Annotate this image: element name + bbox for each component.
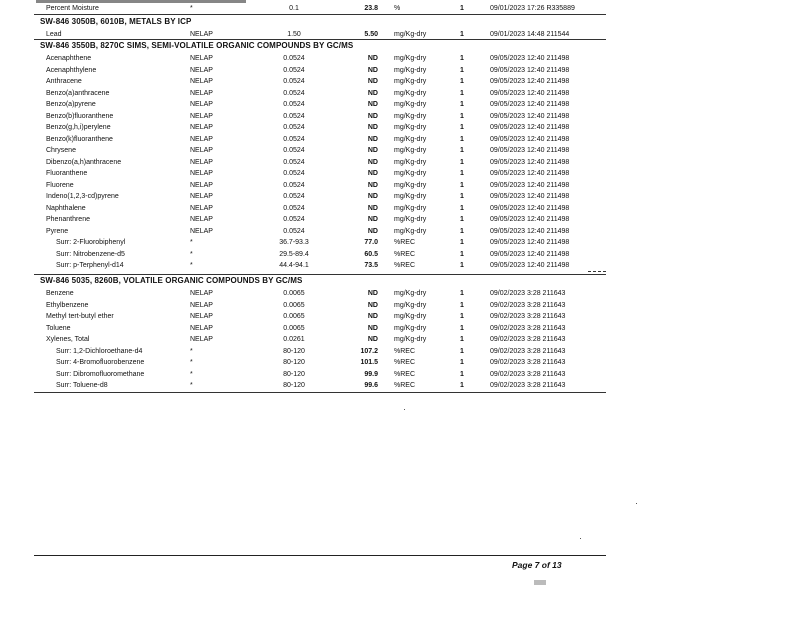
cell-dil: 1 (460, 239, 464, 246)
cell-dil: 1 (460, 371, 464, 378)
cell-date: 09/05/2023 12:40 211498 (490, 262, 570, 269)
scan-speck (636, 503, 637, 504)
cell-name: Toluene (46, 325, 71, 332)
cell-date: 09/05/2023 12:40 211498 (490, 159, 570, 166)
cell-dil: 1 (460, 382, 464, 389)
cell-result: ND (367, 228, 378, 235)
cell-date: 09/02/2023 3:28 211643 (490, 302, 566, 309)
cell-name: Benzo(g,h,i)perylene (46, 124, 111, 131)
cell-cert: NELAP (190, 90, 213, 97)
cell-unit: mg/Kg-dry (394, 182, 427, 189)
cell-dil: 1 (460, 124, 464, 131)
cell-dil: 1 (460, 147, 464, 154)
table-row (36, 53, 606, 64)
cell-name: Fluorene (46, 182, 74, 189)
table-row (36, 122, 606, 133)
cell-rl: 36.7-93.3 (279, 239, 309, 246)
section-header: SW-846 5035, 8260B, VOLATILE ORGANIC COMPOUNDS BY GC/MS (40, 276, 303, 285)
cell-date: 09/05/2023 12:40 211498 (490, 182, 570, 189)
cell-cert: NELAP (190, 205, 213, 212)
cell-result: ND (367, 78, 378, 85)
cell-cert: NELAP (190, 302, 213, 309)
cell-cert: * (190, 359, 193, 366)
cell-cert: NELAP (190, 159, 213, 166)
cell-unit: mg/Kg-dry (394, 55, 427, 62)
cell-date: 09/01/2023 17:26 R335889 (490, 5, 575, 12)
cell-cert: * (190, 348, 193, 355)
cell-date: 09/05/2023 12:40 211498 (490, 101, 570, 108)
cell-date: 09/05/2023 12:40 211498 (490, 67, 570, 74)
cell-unit: %REC (394, 262, 416, 269)
cell-unit: mg/Kg-dry (394, 90, 427, 97)
cell-name: Benzo(b)fluoranthene (46, 113, 114, 120)
cell-name: Xylenes, Total (46, 336, 90, 343)
cell-cert: NELAP (190, 216, 213, 223)
cell-name: Anthracene (46, 78, 82, 85)
cell-rl: 0.0065 (283, 325, 305, 332)
cell-unit: mg/Kg-dry (394, 193, 427, 200)
cell-date: 09/02/2023 3:28 211643 (490, 290, 566, 297)
cell-cert: NELAP (190, 124, 213, 131)
cell-rl: 0.0524 (283, 113, 305, 120)
cell-date: 09/02/2023 3:28 211643 (490, 313, 566, 320)
cell-date: 09/05/2023 12:40 211498 (490, 147, 570, 154)
cell-rl: 0.1 (289, 5, 299, 12)
cell-rl: 0.0524 (283, 78, 305, 85)
cell-name: Lead (46, 31, 62, 38)
cell-name: Methyl tert-butyl ether (46, 313, 114, 320)
cell-rl: 0.0065 (283, 290, 305, 297)
cell-cert: NELAP (190, 67, 213, 74)
footer-divider (34, 555, 606, 556)
cell-name: Surr: 1,2-Dichloroethane-d4 (56, 348, 143, 355)
cell-unit: mg/Kg-dry (394, 67, 427, 74)
cell-unit: % (394, 5, 401, 12)
cell-rl: 80-120 (283, 348, 305, 355)
cell-result: 73.5 (364, 262, 378, 269)
cell-unit: %REC (394, 251, 416, 258)
cell-unit: mg/Kg-dry (394, 170, 427, 177)
cell-dil: 1 (460, 90, 464, 97)
cell-unit: mg/Kg-dry (394, 216, 427, 223)
cell-cert: NELAP (190, 136, 213, 143)
cell-result: ND (367, 136, 378, 143)
cell-dil: 1 (460, 216, 464, 223)
scan-mark (534, 580, 546, 585)
cell-result: ND (367, 170, 378, 177)
cell-rl: 1.50 (287, 31, 301, 38)
cell-cert: NELAP (190, 290, 213, 297)
cell-result: ND (367, 205, 378, 212)
cell-date: 09/02/2023 3:28 211643 (490, 348, 566, 355)
cell-dil: 1 (460, 302, 464, 309)
cell-rl: 44.4-94.1 (279, 262, 309, 269)
cell-dil: 1 (460, 67, 464, 74)
cell-rl: 0.0261 (283, 336, 305, 343)
cell-rl: 0.0524 (283, 101, 305, 108)
table-row (36, 226, 606, 237)
cell-rl: 80-120 (283, 382, 305, 389)
cell-date: 09/05/2023 12:40 211498 (490, 193, 570, 200)
cell-result: ND (367, 336, 378, 343)
cell-rl: 80-120 (283, 371, 305, 378)
cell-rl: 29.5-89.4 (279, 251, 309, 258)
cell-date: 09/05/2023 12:40 211498 (490, 55, 570, 62)
cell-date: 09/02/2023 3:28 211643 (490, 371, 566, 378)
cell-result: ND (367, 313, 378, 320)
cell-result: ND (367, 325, 378, 332)
cell-rl: 0.0524 (283, 228, 305, 235)
table-row (36, 3, 606, 14)
cell-result: 23.8 (364, 5, 378, 12)
cell-cert: NELAP (190, 55, 213, 62)
cell-unit: mg/Kg-dry (394, 78, 427, 85)
cell-name: Surr: p-Terphenyl-d14 (56, 262, 124, 269)
cell-dil: 1 (460, 325, 464, 332)
table-row (36, 311, 606, 322)
cell-dil: 1 (460, 262, 464, 269)
cell-rl: 0.0065 (283, 313, 305, 320)
cell-cert: * (190, 251, 193, 258)
table-row (36, 65, 606, 76)
cell-unit: mg/Kg-dry (394, 290, 427, 297)
table-row (36, 168, 606, 179)
table-row (36, 300, 606, 311)
table-row (36, 288, 606, 299)
cell-rl: 80-120 (283, 359, 305, 366)
cell-name: Acenaphthylene (46, 67, 97, 74)
cell-cert: NELAP (190, 113, 213, 120)
cell-date: 09/02/2023 3:28 211643 (490, 382, 566, 389)
cell-name: Percent Moisture (46, 5, 99, 12)
cell-unit: mg/Kg-dry (394, 136, 427, 143)
cell-cert: NELAP (190, 147, 213, 154)
cell-cert: NELAP (190, 170, 213, 177)
table-row (36, 260, 606, 271)
table-row (36, 323, 606, 334)
cell-cert: * (190, 5, 193, 12)
cell-rl: 0.0065 (283, 302, 305, 309)
cell-unit: mg/Kg-dry (394, 336, 427, 343)
cell-unit: %REC (394, 239, 416, 246)
cell-name: Benzo(a)pyrene (46, 101, 96, 108)
cell-name: Benzo(a)anthracene (46, 90, 110, 97)
cell-dil: 1 (460, 170, 464, 177)
cell-date: 09/05/2023 12:40 211498 (490, 113, 570, 120)
cell-name: Surr: Toluene-d8 (56, 382, 108, 389)
cell-result: ND (367, 147, 378, 154)
cell-cert: NELAP (190, 182, 213, 189)
cell-dil: 1 (460, 5, 464, 12)
table-row (36, 191, 606, 202)
cell-result: 99.9 (364, 371, 378, 378)
cell-unit: %REC (394, 359, 416, 366)
cell-unit: %REC (394, 348, 416, 355)
cell-unit: mg/Kg-dry (394, 101, 427, 108)
table-row (36, 88, 606, 99)
cell-rl: 0.0524 (283, 147, 305, 154)
cell-unit: mg/Kg-dry (394, 147, 427, 154)
cell-rl: 0.0524 (283, 193, 305, 200)
cell-cert: NELAP (190, 325, 213, 332)
cell-rl: 0.0524 (283, 136, 305, 143)
section-divider (34, 392, 606, 393)
table-row (36, 203, 606, 214)
cell-result: ND (367, 302, 378, 309)
cell-dil: 1 (460, 359, 464, 366)
table-row (36, 334, 606, 345)
cell-result: ND (367, 193, 378, 200)
cell-name: Surr: Nitrobenzene-d5 (56, 251, 125, 258)
cell-date: 09/05/2023 12:40 211498 (490, 90, 570, 97)
dashed-divider (588, 271, 606, 272)
section-divider (34, 39, 606, 40)
cell-rl: 0.0524 (283, 67, 305, 74)
cell-unit: mg/Kg-dry (394, 302, 427, 309)
cell-date: 09/02/2023 3:28 211643 (490, 359, 566, 366)
table-row (36, 76, 606, 87)
cell-name: Surr: Dibromofluoromethane (56, 371, 145, 378)
section-divider (34, 274, 606, 275)
cell-date: 09/05/2023 12:40 211498 (490, 251, 570, 258)
cell-result: ND (367, 216, 378, 223)
cell-date: 09/01/2023 14:48 211544 (490, 31, 570, 38)
cell-dil: 1 (460, 136, 464, 143)
cell-dil: 1 (460, 251, 464, 258)
cell-result: 60.5 (364, 251, 378, 258)
cell-unit: mg/Kg-dry (394, 124, 427, 131)
cell-date: 09/02/2023 3:28 211643 (490, 336, 566, 343)
cell-name: Acenaphthene (46, 55, 92, 62)
cell-rl: 0.0524 (283, 90, 305, 97)
cell-date: 09/02/2023 3:28 211643 (490, 325, 566, 332)
cell-name: Pyrene (46, 228, 69, 235)
cell-rl: 0.0524 (283, 55, 305, 62)
cell-result: 107.2 (360, 348, 378, 355)
cell-name: Naphthalene (46, 205, 86, 212)
cell-dil: 1 (460, 182, 464, 189)
cell-name: Phenanthrene (46, 216, 90, 223)
cell-dil: 1 (460, 31, 464, 38)
cell-result: ND (367, 124, 378, 131)
cell-cert: NELAP (190, 101, 213, 108)
cell-dil: 1 (460, 348, 464, 355)
cell-result: ND (367, 101, 378, 108)
cell-name: Dibenzo(a,h)anthracene (46, 159, 122, 166)
cell-date: 09/05/2023 12:40 211498 (490, 124, 570, 131)
cell-cert: NELAP (190, 31, 213, 38)
cell-unit: mg/Kg-dry (394, 313, 427, 320)
table-row (36, 346, 606, 357)
cell-result: ND (367, 90, 378, 97)
cell-unit: mg/Kg-dry (394, 31, 427, 38)
cell-name: Surr: 2-Fluorobiphenyl (56, 239, 126, 246)
cell-cert: * (190, 239, 193, 246)
cell-name: Chrysene (46, 147, 76, 154)
cell-dil: 1 (460, 193, 464, 200)
table-row (36, 180, 606, 191)
cell-rl: 0.0524 (283, 182, 305, 189)
table-row (36, 111, 606, 122)
cell-dil: 1 (460, 228, 464, 235)
table-row (36, 369, 606, 380)
cell-rl: 0.0524 (283, 205, 305, 212)
cell-name: Indeno(1,2,3-cd)pyrene (46, 193, 119, 200)
cell-cert: NELAP (190, 336, 213, 343)
cell-cert: * (190, 382, 193, 389)
cell-unit: mg/Kg-dry (394, 159, 427, 166)
cell-result: 99.6 (364, 382, 378, 389)
cell-result: ND (367, 182, 378, 189)
cell-name: Benzene (46, 290, 74, 297)
table-row (36, 237, 606, 248)
table-row (36, 99, 606, 110)
cell-unit: mg/Kg-dry (394, 325, 427, 332)
cell-date: 09/05/2023 12:40 211498 (490, 216, 570, 223)
cell-date: 09/05/2023 12:40 211498 (490, 136, 570, 143)
table-row (36, 145, 606, 156)
table-row (36, 249, 606, 260)
section-header: SW-846 3050B, 6010B, METALS BY ICP (40, 17, 192, 26)
cell-cert: * (190, 371, 193, 378)
cell-name: Benzo(k)fluoranthene (46, 136, 113, 143)
cell-dil: 1 (460, 205, 464, 212)
cell-cert: * (190, 262, 193, 269)
cell-result: ND (367, 113, 378, 120)
cell-date: 09/05/2023 12:40 211498 (490, 78, 570, 85)
cell-result: ND (367, 67, 378, 74)
cell-rl: 0.0524 (283, 159, 305, 166)
cell-result: ND (367, 55, 378, 62)
cell-dil: 1 (460, 313, 464, 320)
cell-date: 09/05/2023 12:40 211498 (490, 205, 570, 212)
section-divider (34, 14, 606, 15)
scan-speck (404, 409, 405, 410)
cell-unit: %REC (394, 382, 416, 389)
section-header: SW-846 3550B, 8270C SIMS, SEMI-VOLATILE ORGANIC COMPOUNDS BY GC/MS (40, 41, 354, 50)
cell-unit: mg/Kg-dry (394, 205, 427, 212)
cell-dil: 1 (460, 113, 464, 120)
cell-unit: %REC (394, 371, 416, 378)
cell-dil: 1 (460, 159, 464, 166)
table-row (36, 157, 606, 168)
cell-cert: NELAP (190, 228, 213, 235)
cell-name: Ethylbenzene (46, 302, 89, 309)
cell-dil: 1 (460, 55, 464, 62)
cell-unit: mg/Kg-dry (394, 113, 427, 120)
cell-result: 101.5 (360, 359, 378, 366)
cell-cert: NELAP (190, 193, 213, 200)
cell-date: 09/05/2023 12:40 211498 (490, 170, 570, 177)
cell-result: 5.50 (364, 31, 378, 38)
cell-result: ND (367, 290, 378, 297)
cell-rl: 0.0524 (283, 124, 305, 131)
cell-rl: 0.0524 (283, 170, 305, 177)
cell-name: Surr: 4-Bromofluorobenzene (56, 359, 145, 366)
cell-date: 09/05/2023 12:40 211498 (490, 239, 570, 246)
cell-rl: 0.0524 (283, 216, 305, 223)
cell-date: 09/05/2023 12:40 211498 (490, 228, 570, 235)
cell-dil: 1 (460, 78, 464, 85)
cell-result: ND (367, 159, 378, 166)
cell-dil: 1 (460, 290, 464, 297)
cell-cert: NELAP (190, 313, 213, 320)
cell-dil: 1 (460, 101, 464, 108)
page-number: Page 7 of 13 (512, 560, 562, 570)
cell-cert: NELAP (190, 78, 213, 85)
table-row (36, 357, 606, 368)
cell-result: 77.0 (364, 239, 378, 246)
table-row (36, 380, 606, 391)
cell-unit: mg/Kg-dry (394, 228, 427, 235)
scan-speck (580, 538, 581, 539)
cell-name: Fluoranthene (46, 170, 88, 177)
table-row (36, 214, 606, 225)
cell-dil: 1 (460, 336, 464, 343)
table-row (36, 134, 606, 145)
